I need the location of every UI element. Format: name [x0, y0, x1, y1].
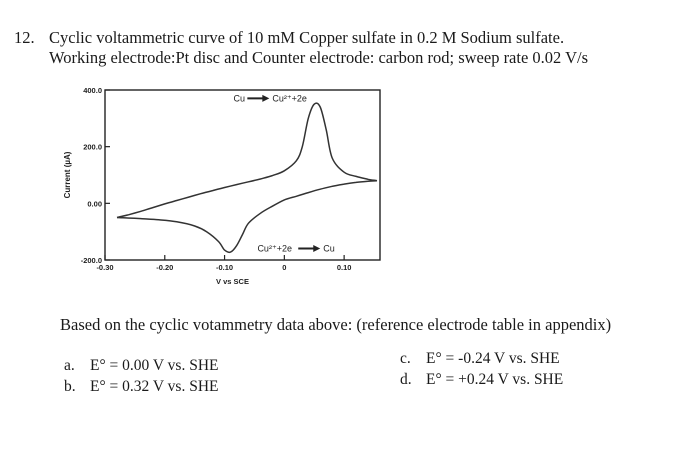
option-c[interactable] — [400, 350, 560, 368]
question-text-line-1: Cyclic voltammetric curve of 10 mM Copper sulfate in 0.2 M Sodium sulfate. — [49, 28, 565, 47]
previous-question-fragment — [38, 0, 138, 12]
chart-svg — [30, 80, 410, 305]
x-tick-label: -0.20 — [156, 263, 174, 272]
cyclic-voltammogram-chart — [30, 80, 410, 305]
y-axis-label: Current (µA) — [63, 151, 72, 199]
annotation-1-product: Cu — [323, 243, 335, 254]
question-prompt: Based on the cyclic votammetry data above: (reference electrode table in appendix) — [60, 315, 612, 334]
option-c-text: E° = -0.24 V vs. SHE — [426, 350, 560, 367]
x-tick-label: -0.30 — [96, 263, 114, 272]
annotation-1-reactant: Cu²⁺+2e — [257, 243, 292, 254]
option-a[interactable] — [64, 357, 218, 375]
x-tick-label: 0 — [282, 263, 287, 272]
option-a-letter: a. — [64, 357, 75, 374]
y-tick-label: 0.00 — [87, 199, 102, 209]
x-axis-label: V vs SCE — [216, 277, 249, 286]
y-tick-label: 200.0 — [83, 142, 102, 152]
option-d-text: E° = +0.24 V vs. SHE — [426, 371, 564, 388]
option-d-letter: d. — [400, 371, 412, 388]
option-b[interactable] — [64, 378, 218, 396]
option-b-text: E° = 0.32 V vs. SHE — [90, 378, 219, 395]
option-c-letter: c. — [400, 350, 411, 367]
annotation-0-arrowhead — [262, 95, 269, 102]
annotation-0-reactant: Cu — [233, 93, 246, 104]
question-text-line-2: Working electrode:Pt disc and Counter electrode: carbon rod; sweep rate 0.02 V/s — [49, 48, 589, 67]
option-b-letter: b. — [64, 378, 76, 395]
y-tick-label: 400.0 — [83, 86, 102, 95]
x-tick-label: 0.10 — [336, 263, 352, 272]
x-tick-label: -0.10 — [216, 263, 234, 272]
option-d[interactable] — [400, 371, 563, 389]
annotation-0-product: Cu²⁺+2e — [272, 93, 307, 104]
option-a-text: E° = 0.00 V vs. SHE — [90, 357, 219, 374]
y-tick-label: -200.0 — [80, 256, 102, 265]
question-number: 12. — [14, 28, 35, 47]
cv-series-anodic-line — [117, 103, 377, 217]
cv-series-cathodic-line — [117, 181, 377, 253]
annotation-1-arrowhead — [313, 245, 320, 252]
